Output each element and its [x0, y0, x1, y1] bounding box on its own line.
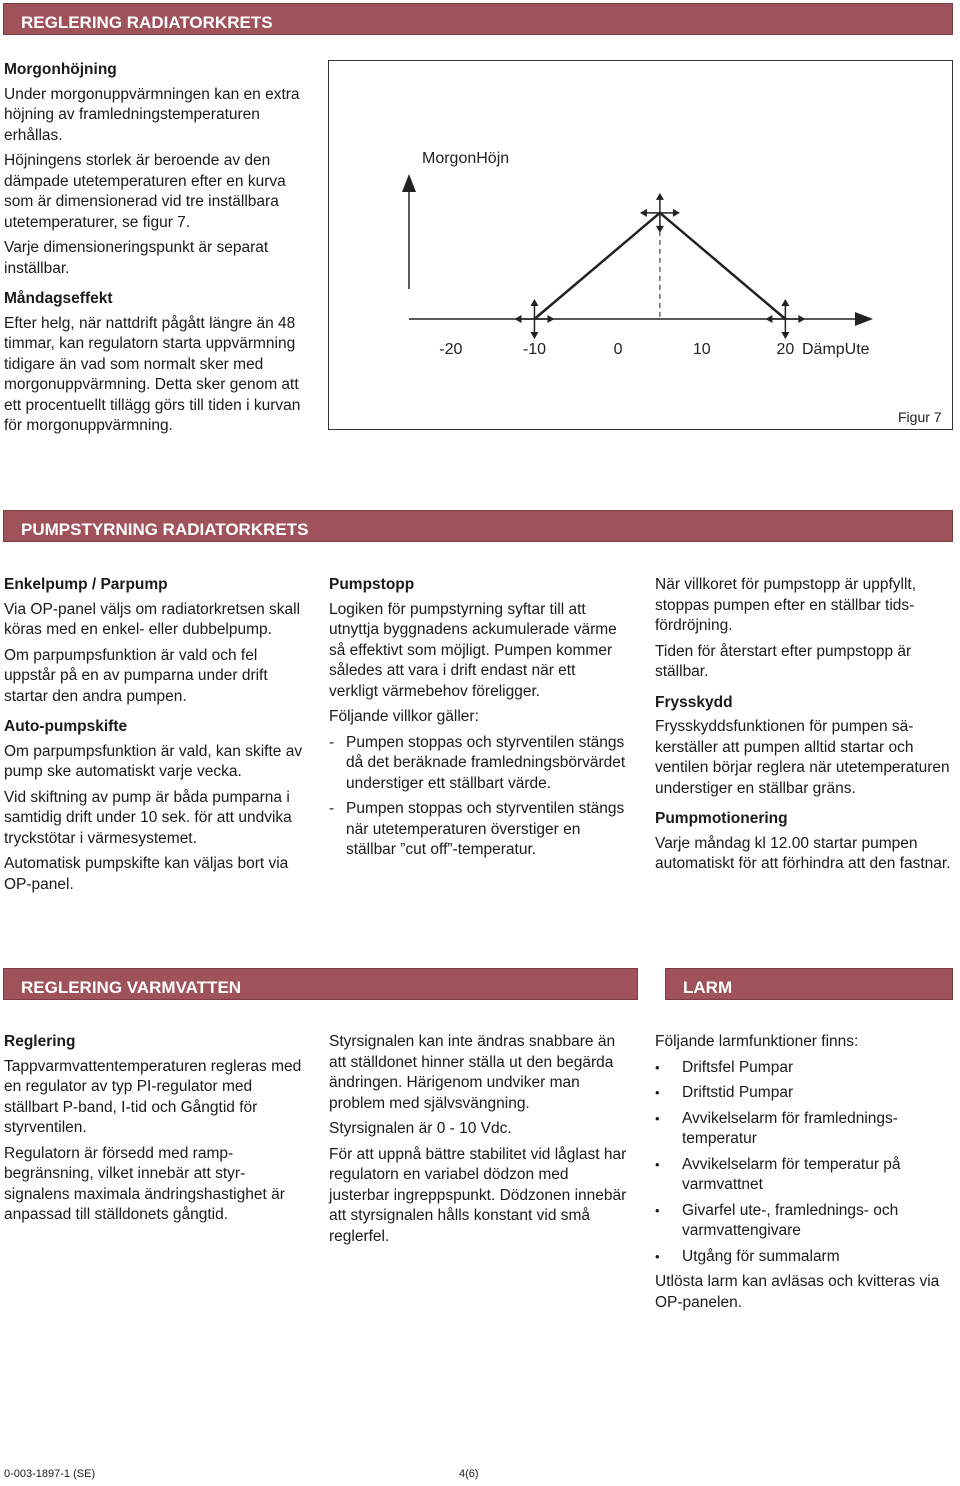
morning-p1: Under morgonuppvärmningen kan en extra höjning av framledningstemperaturen erhållas. — [4, 85, 300, 144]
arrow-left-icon — [640, 209, 647, 217]
list-item — [655, 1109, 953, 1150]
bullet-icon: • — [655, 1110, 660, 1126]
page-number: 4(6) — [459, 1468, 479, 1480]
x-tick-label: 20 — [776, 341, 795, 358]
adjust-point-icon — [640, 193, 680, 233]
alarm-item-text: Avvikelselarm för temperatur på varmvattnet — [682, 1155, 901, 1193]
y-axis-arrowhead — [402, 174, 416, 192]
hotwater-c2-p3: För att uppnå bättre stabilitet vid låglast har regulatorn en variabel dödzon med justerbar ingreppspunkt. Dödzonen innebär att styrsignalen hålls konstant vid små reglerfel. — [329, 1145, 627, 1245]
arrow-right-icon — [673, 209, 680, 217]
arrow-left-icon — [765, 315, 772, 323]
doc-id: 0-003-1897-1 (SE) — [4, 1468, 96, 1480]
alarm-item-text: Avvikelselarm för framledningstemperatur — [682, 1109, 898, 1147]
hotwater-heading: Reglering — [4, 1033, 76, 1050]
monday-p1: Efter helg, när nattdrift pågått längre än 48 timmar, kan regulatorn starta uppvärmning tidigare än vad som normalt sker med morgonuppvärmning. Detta sker genom att ett procentuellt tillägg görs till tiden i kurvan för morgonuppvärmning. — [4, 314, 301, 434]
pump-stop-p2: Följande villkor gäller: — [329, 708, 479, 725]
hotwater-column-1 — [4, 1032, 304, 1231]
arrow-up-icon — [781, 299, 789, 306]
pump-column-2 — [329, 575, 627, 866]
dash-marker: - — [329, 733, 335, 751]
auto-pump-p3: Automatisk pumpskifte kan väljas bort via OP-panel. — [4, 855, 289, 893]
frost-heading: Frysskydd — [655, 693, 733, 711]
motion-heading: Pumpmotionering — [655, 810, 788, 827]
alarm-intro: Följande larmfunktioner finns: — [655, 1033, 859, 1050]
bullet-icon: • — [655, 1085, 660, 1100]
chart-title: MorgonHöjn — [422, 150, 510, 167]
section-header-pump-control: PUMPSTYRNING RADIATORKRETS — [3, 510, 953, 542]
bullet-icon: • — [655, 1156, 660, 1172]
monday-heading: Måndagseffekt — [4, 290, 113, 307]
arrow-up-icon — [530, 299, 538, 306]
single-pump-heading: Enkelpump / Parpump — [4, 576, 168, 593]
morgonhojn-chart — [329, 61, 952, 429]
hotwater-p2: Regulatorn är försedd med rampbegränsning, vilket innebär att styrsignalens maximala ändringshastighet är anpassad till ställdonets gångtid. — [4, 1144, 285, 1223]
single-pump-p2: Om parpumpsfunktion är vald och fel uppstår på en av pumparna under drift startar den andra pumpen. — [4, 646, 268, 705]
condition-item — [329, 733, 627, 795]
alarm-item-text: Driftsfel Pumpar — [682, 1058, 794, 1076]
condition-text: Pumpen stoppas och styrventilen stängs när utetemperaturen överstiger en ställbar ”cut off”-temperatur. — [346, 800, 625, 858]
hotwater-p1: Tappvarmvattentemperaturen regleras med en regulator av typ PI-regulator med ställbart P-band, I-tid och Gångtid för styrventilen. — [4, 1057, 302, 1136]
pump-column-1 — [4, 575, 304, 900]
arrow-right-icon — [547, 315, 554, 323]
arrow-down-icon — [530, 332, 538, 339]
x-axis-arrowhead — [855, 312, 873, 326]
list-item — [655, 1058, 953, 1079]
alarm-outro: Utlösta larm kan avläsas och kvitteras via OP-panelen. — [655, 1273, 940, 1311]
hotwater-c2-p1: Styrsignalen kan inte ändras snabbare än att ställdonet hinner ställa ut den begärda ändringen. Härigenom undviker man problem med självsvängning. — [329, 1033, 616, 1112]
condition-item — [329, 799, 627, 861]
alarm-item-text: Driftstid Pumpar — [682, 1084, 794, 1101]
section-header-alarm: LARM — [665, 968, 953, 1000]
pump-stop-p1: Logiken för pumpstyrning syftar till att utnyttja byggnadens ackumulerade värme så effektivt som möjligt. Pumpen kommer således att vara i drift endast när ett verkligt värmebehov föreligger. — [329, 600, 617, 700]
auto-pump-p1: Om parpumpsfunktion är vald, kan skifte av pump ske automatiskt varje vecka. — [4, 742, 303, 780]
dash-marker: - — [329, 800, 335, 817]
list-item — [655, 1083, 953, 1104]
condition-text: Pumpen stoppas och styrventilen stängs då det beräknade framledningsbörvärdet understiger ett ställbart värde. — [346, 733, 626, 792]
figure-caption: Figur 7 — [898, 409, 942, 425]
bullet-icon: • — [655, 1059, 660, 1075]
pump-restart: Tiden för återstart efter pumpstopp är ställbar. — [655, 642, 912, 680]
alarm-item-text: Utgång för summalarm — [682, 1247, 840, 1265]
arrow-down-icon — [656, 226, 664, 233]
arrow-left-icon — [514, 315, 521, 323]
arrow-right-icon — [798, 315, 805, 323]
auto-pump-heading: Auto-pumpskifte — [4, 718, 128, 735]
morning-p3: Varje dimensioneringspunkt är separat inställbar. — [4, 239, 269, 277]
alarm-list — [655, 1058, 953, 1268]
pump-stop-heading: Pumpstopp — [329, 576, 415, 593]
motion-p1: Varje måndag kl 12.00 startar pumpen automatiskt för att förhindra att den fastnar. — [655, 834, 951, 872]
morning-column — [4, 60, 312, 442]
bullet-icon: • — [655, 1248, 660, 1264]
hotwater-c2-p2: Styrsignalen är 0 - 10 Vdc. — [329, 1120, 512, 1137]
hotwater-column-2 — [329, 1032, 627, 1252]
auto-pump-p2: Vid skiftning av pump är båda pumparna i samtidig drift under 10 sek. för att undvika tryckstötar i värmesystemet. — [4, 788, 292, 847]
x-tick-label: 0 — [613, 341, 623, 358]
list-item — [655, 1155, 953, 1196]
alarm-column — [655, 1032, 953, 1318]
list-item — [655, 1201, 953, 1242]
section-header-regulation-radiator: REGLERING RADIATORKRETS — [3, 3, 953, 35]
arrow-down-icon — [781, 332, 789, 339]
x-tick-label: 10 — [692, 341, 711, 358]
x-axis-label: DämpUte — [802, 341, 870, 358]
arrow-up-icon — [656, 193, 664, 200]
adjust-point-icon — [514, 299, 554, 339]
morning-heading: Morgonhöjning — [4, 61, 117, 78]
single-pump-p1: Via OP-panel väljs om radiatorkretsen skall köras med en enkel- eller dubbelpump. — [4, 600, 301, 638]
bullet-icon: • — [655, 1202, 660, 1218]
list-item — [655, 1247, 953, 1268]
adjust-point-icon — [765, 299, 805, 339]
frost-p1: Frysskyddsfunktionen för pumpen säkerställer att pumpen alltid startar och ventilen börjar reglera när utetemperaturen understiger en ställbar gräns. — [655, 718, 950, 797]
pump-column-3 — [655, 575, 953, 880]
figure-7 — [328, 60, 953, 430]
x-tick-label: -20 — [439, 341, 463, 358]
section-header-regulation-hotwater: REGLERING VARMVATTEN — [3, 968, 638, 1000]
alarm-item-text: Givarfel ute-, framlednings- och varmvattengivare — [682, 1201, 899, 1239]
x-tick-label: -10 — [522, 341, 547, 358]
morning-p2: Höjningens storlek är beroende av den dämpade utetemperaturen efter en kurva som är dimensionerad vid tre inställbara utetemperaturer, se figur 7. — [4, 152, 286, 231]
pump-stop-delay: När villkoret för pumpstopp är uppfyllt, stoppas pumpen efter en ställbar tidsfördröjning. — [655, 576, 917, 634]
